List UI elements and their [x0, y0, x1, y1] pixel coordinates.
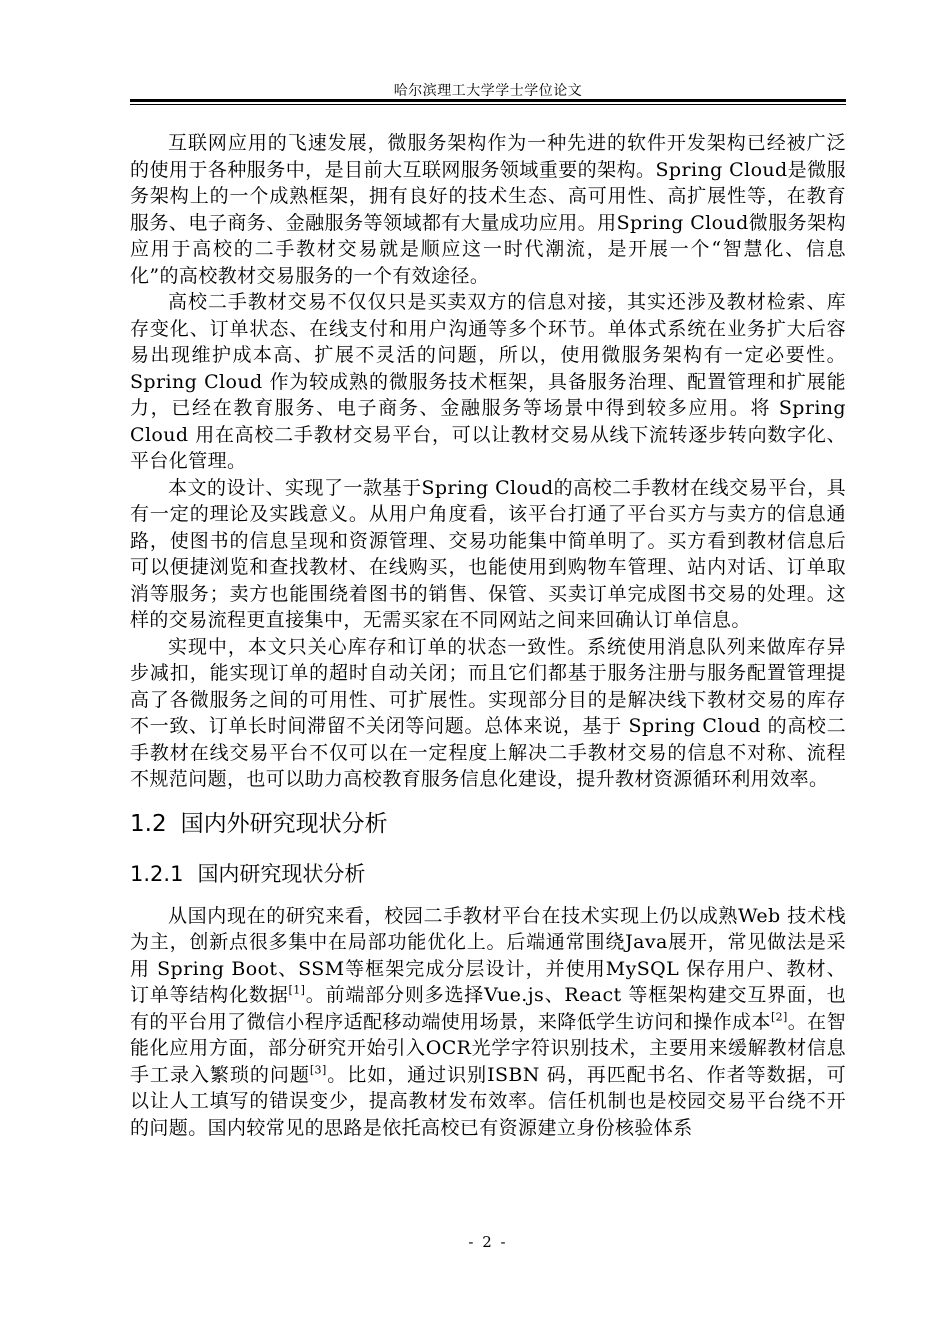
section-heading	[130, 809, 846, 839]
header-rule-thin	[130, 104, 846, 105]
page-number: - 2 -	[468, 1233, 508, 1251]
subsection-title: 国内研究现状分析	[197, 861, 366, 886]
body-paragraph-4: 实现中，本文只关心库存和订单的状态一致性。系统使用消息队列来做库存异步减扣，能实现订单的超时自动关闭；而且它们都基于服务注册与服务配置管理提高了各微服务之间的可用性、可扩展性。实现部分目的是解决线下教材交易的库存不一致、订单长时间滞留不关闭等问题。总体来说，基于 Spring Cloud 的高校二手教材在线交易平台不仅可以在一定程度上解决二手教材交易的信息不对称、流程不规范问题，也可以助力高校教育服务信息化建设，提升教材资源循环利用效率。	[130, 635, 846, 790]
paragraph-5-text-2: 。前端部分则多选择Vue.js、React 等框架构建交互界面，也有的平台用了微信小程序适配移动端使用场景，来降低学生访问和操作成本	[130, 984, 847, 1033]
subsection-number: 1.2.1	[130, 861, 184, 886]
body-paragraph-5	[130, 903, 846, 1142]
body-paragraph-3: 本文的设计、实现了一款基于Spring Cloud的高校二手教材在线交易平台，具有一定的理论及实践意义。从用户角度看，该平台打通了平台买方与卖方的信息通路，使图书的信息呈现和资源管理、交易功能集中简单明了。买方看到教材信息后可以便捷浏览和查找教材、在线购买，也能使用到购物车管理、站内对话、订单取消等服务；卖方也能围绕着图书的销售、保管、买卖订单完成图书交易的处理。这样的交易流程更直接集中，无需买家在不同网站之间来回确认订单信息。	[130, 476, 846, 631]
section-title: 国内外研究现状分析	[180, 810, 388, 837]
paragraph-5-text-1: 从国内现在的研究来看，校园二手教材平台在技术实现上仍以成熟Web 技术栈为主，创新点很多集中在局部功能优化上。后端通常围绕Java展开，常见做法是采用 Spring Boot、SSM等框架完成分层设计，并使用MySQL 保存用户、教材、订单等结构化数据	[130, 904, 846, 1006]
body-paragraph-1: 互联网应用的飞速发展，微服务架构作为一种先进的软件开发架构已经被广泛的使用于各种服务中，是目前大互联网服务领域重要的架构。Spring Cloud是微服务架构上的一个成熟框架，拥有良好的技术生态、高可用性、高扩展性等，在教育服务、电子商务、金融服务等领域都有大量成功应用。用Spring Cloud微服务架构应用于高校的二手教材交易就是顺应这一时代潮流，是开展一个“智慧化、信息化”的高校教材交易服务的一个有效途径。	[130, 132, 846, 287]
header-rule-thick	[130, 99, 846, 102]
citation-3: [3]	[309, 1063, 327, 1077]
section-number: 1.2	[130, 810, 167, 837]
body-content	[130, 130, 846, 1141]
paragraph-5-text-4: 。比如，通过识别ISBN 码，再匹配书名、作者等数据，可以让人工填写的错误变少，提高教材发布效率。信任机制也是校园交易平台绕不开的问题。国内较常见的思路是依托高校已有资源建立身份核验体系	[130, 1063, 846, 1139]
subsection-heading	[130, 859, 846, 889]
citation-2: [2]	[770, 1010, 788, 1024]
body-paragraph-2: 高校二手教材交易不仅仅只是买卖双方的信息对接，其实还涉及教材检索、库存变化、订单状态、在线支付和用户沟通等多个环节。单体式系统在业务扩大后容易出现维护成本高、扩展不灵活的问题，所以，使用微服务架构有一定必要性。Spring Cloud 作为较成熟的微服务技术框架，具备服务治理、配置管理和扩展能力，已经在教育服务、电子商务、金融服务等场景中得到较多应用。将 Spring Cloud 用在高校二手教材交易平台，可以让教材交易从线下流转逐步转向数字化、平台化管理。	[130, 291, 846, 472]
citation-1: [1]	[288, 983, 306, 997]
running-header: 哈尔滨理工大学学士学位论文	[393, 83, 583, 99]
paragraph-5-text-3: 。在智能化应用方面，部分研究开始引入OCR光学字符识别技术，主要用来缓解教材信息手工录入繁琐的问题	[130, 1010, 847, 1086]
